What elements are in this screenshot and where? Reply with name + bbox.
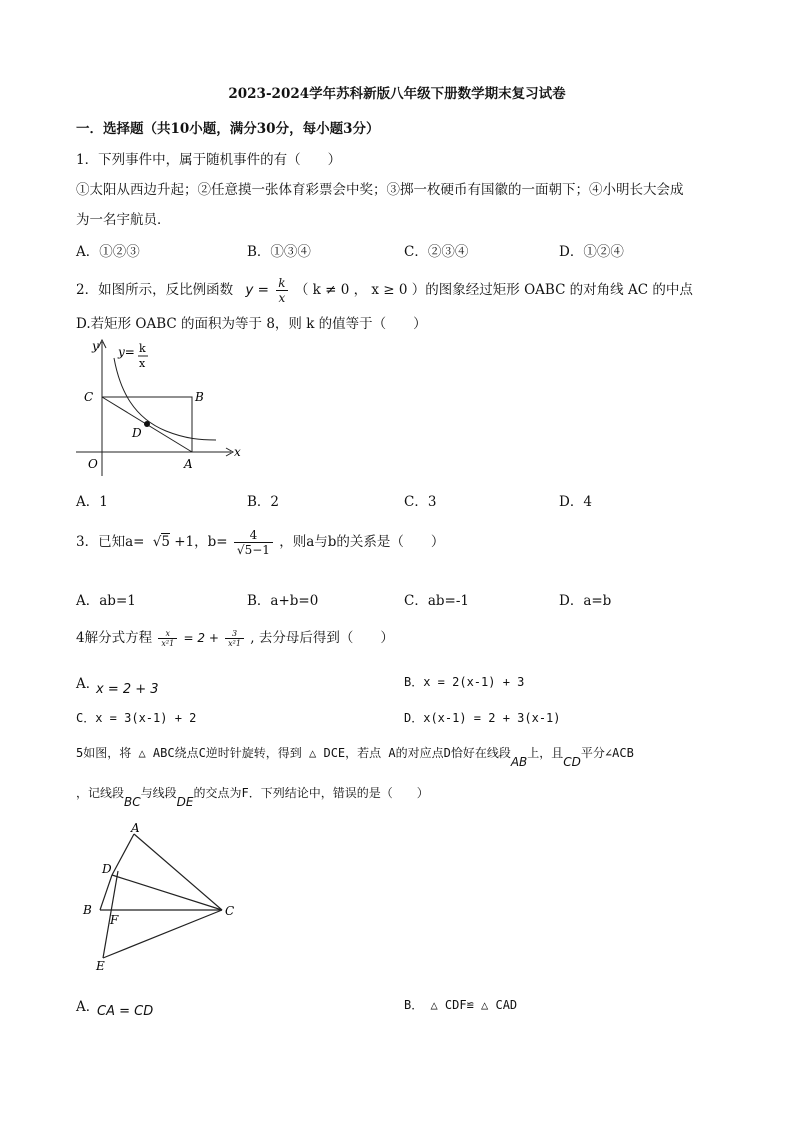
- q5-option-a-label[interactable]: A．: [76, 999, 100, 1015]
- q1-line2: ①太阳从西边升起；②任意摸一张体育彩票会中奖；③掷一枚硬币有国徽的一面朝下；④小明长大会成: [76, 182, 684, 198]
- q3-plus: +1，b=: [174, 534, 228, 550]
- q4-mid: = 2 +: [183, 631, 219, 645]
- label-o: O: [88, 457, 98, 471]
- q2-option-a[interactable]: A．1: [76, 494, 108, 510]
- point-d: [144, 421, 150, 427]
- q5-stem-line2: [76, 784, 429, 809]
- label-f: F: [110, 913, 119, 927]
- q2-frac-den: x: [276, 290, 289, 305]
- q5-seg-bc: BC: [124, 795, 141, 809]
- q1-option-c[interactable]: C．②③④: [404, 244, 469, 260]
- q2-condition: （ k ≠ 0 ， x ≥ 0 ）的图象经过矩形 OABC 的对角线 AC 的中点: [294, 282, 693, 298]
- q4-option-b[interactable]: B．x = 2(x-1) + 3: [404, 675, 525, 689]
- q3-option-c[interactable]: C．ab=-1: [404, 593, 469, 609]
- q2-line2: D.若矩形 OABC 的面积为等于 8，则 k 的值等于（ ）: [76, 316, 427, 332]
- q4-option-a-label[interactable]: A．: [76, 676, 100, 692]
- q5-stem-line1: [76, 744, 634, 769]
- q2-graph: [76, 336, 246, 476]
- label-b: B: [195, 390, 204, 404]
- seg-db: [100, 875, 112, 910]
- q4-option-a-expr[interactable]: x = 2 + 3: [96, 682, 159, 697]
- label-b: B: [83, 903, 92, 917]
- q3-sqrt: √5: [152, 534, 170, 550]
- q3-frac-den: √5−1: [234, 542, 273, 557]
- q4-stem: [76, 626, 394, 648]
- q5-triangle-figure: [76, 818, 246, 978]
- q5-stem-c: 平分∠ACB: [580, 746, 634, 760]
- q2-stem: [76, 276, 693, 305]
- q1-option-b[interactable]: B．①③④: [247, 244, 311, 260]
- q2-option-b[interactable]: B．2: [247, 494, 280, 510]
- q2-stem-text: 2．如图所示，反比例函数: [76, 282, 234, 298]
- q1-stem: 1．下列事件中，属于随机事件的有（ ）: [76, 152, 342, 168]
- q4-fraction-2: $\frac{3}{\text{x²1}}$: [225, 629, 244, 648]
- q4-option-c[interactable]: C．x = 3(x-1) + 2: [76, 711, 197, 725]
- label-d: D: [132, 426, 142, 440]
- section-heading: 一．选择题（共10小题，满分30分，每小题3分）: [76, 121, 380, 137]
- q5-stem-b: 上，且: [527, 746, 564, 760]
- q5-seg-de: DE: [176, 795, 194, 809]
- q2-option-d[interactable]: D．4: [559, 494, 592, 510]
- q5-option-a-expr[interactable]: CA = CD: [97, 1004, 154, 1019]
- q3-stem: [76, 528, 444, 557]
- label-a: A: [131, 821, 140, 835]
- label-x: x: [234, 445, 241, 459]
- page-title: 2023-2024学年苏科新版八年级下册数学期末复习试卷: [228, 86, 566, 102]
- label-func-k: k: [139, 342, 146, 355]
- q3-option-a[interactable]: A．ab=1: [76, 593, 136, 609]
- q5-line2-a: ，记线段: [76, 786, 125, 800]
- seg-ec: [103, 910, 222, 958]
- label-d: D: [102, 862, 112, 876]
- q5-seg-cd: CD: [563, 755, 581, 769]
- label-c: C: [225, 904, 235, 918]
- q2-option-c[interactable]: C．3: [404, 494, 437, 510]
- q3-stem-a: 3．已知a=: [76, 534, 145, 550]
- q2-fraction: [275, 276, 288, 305]
- q5-stem-a: 5如图，将 △ ABC绕点C逆时针旋转，得到 △ DCE，若点 A的对应点D恰好在线段: [76, 746, 511, 760]
- label-func: y=: [118, 345, 135, 359]
- q3-stem-b: ，则a与b的关系是（ ）: [279, 534, 445, 550]
- q3-option-d[interactable]: D．a=b: [559, 593, 612, 609]
- q4-stem-b: , 去分母后得到（ ）: [250, 630, 394, 646]
- q2-frac-num: k: [278, 276, 286, 290]
- label-func-x: x: [139, 357, 146, 370]
- q2-y-eq: y =: [245, 282, 269, 298]
- seg-ad: [112, 834, 134, 875]
- q1-option-a[interactable]: A．①②③: [76, 244, 140, 260]
- seg-dc: [112, 875, 222, 910]
- q5-line2-c: 的交点为F．下列结论中，错误的是（ ）: [193, 786, 429, 800]
- label-a: A: [184, 457, 193, 471]
- q3-option-b[interactable]: B．a+b=0: [247, 593, 319, 609]
- q1-option-d[interactable]: D．①②④: [559, 244, 624, 260]
- q1-line3: 为一名宇航员．: [76, 212, 171, 228]
- label-e: E: [96, 959, 105, 973]
- q4-fraction-1: $\frac{x}{\text{x²1}}$: [158, 629, 177, 648]
- q5-line2-b: 与线段: [140, 786, 177, 800]
- q5-seg-ab: AB: [510, 755, 528, 769]
- q3-frac-num: 4: [249, 528, 258, 542]
- q4-option-d[interactable]: D．x(x-1) = 2 + 3(x-1): [404, 711, 561, 725]
- label-c: C: [84, 390, 94, 404]
- q4-stem-a: 4解分式方程: [76, 630, 153, 646]
- q3-fraction: [234, 528, 273, 557]
- q5-option-b[interactable]: B． △ CDF≌ △ CAD: [404, 998, 518, 1012]
- label-y: y: [92, 339, 99, 353]
- seg-ac: [134, 834, 222, 910]
